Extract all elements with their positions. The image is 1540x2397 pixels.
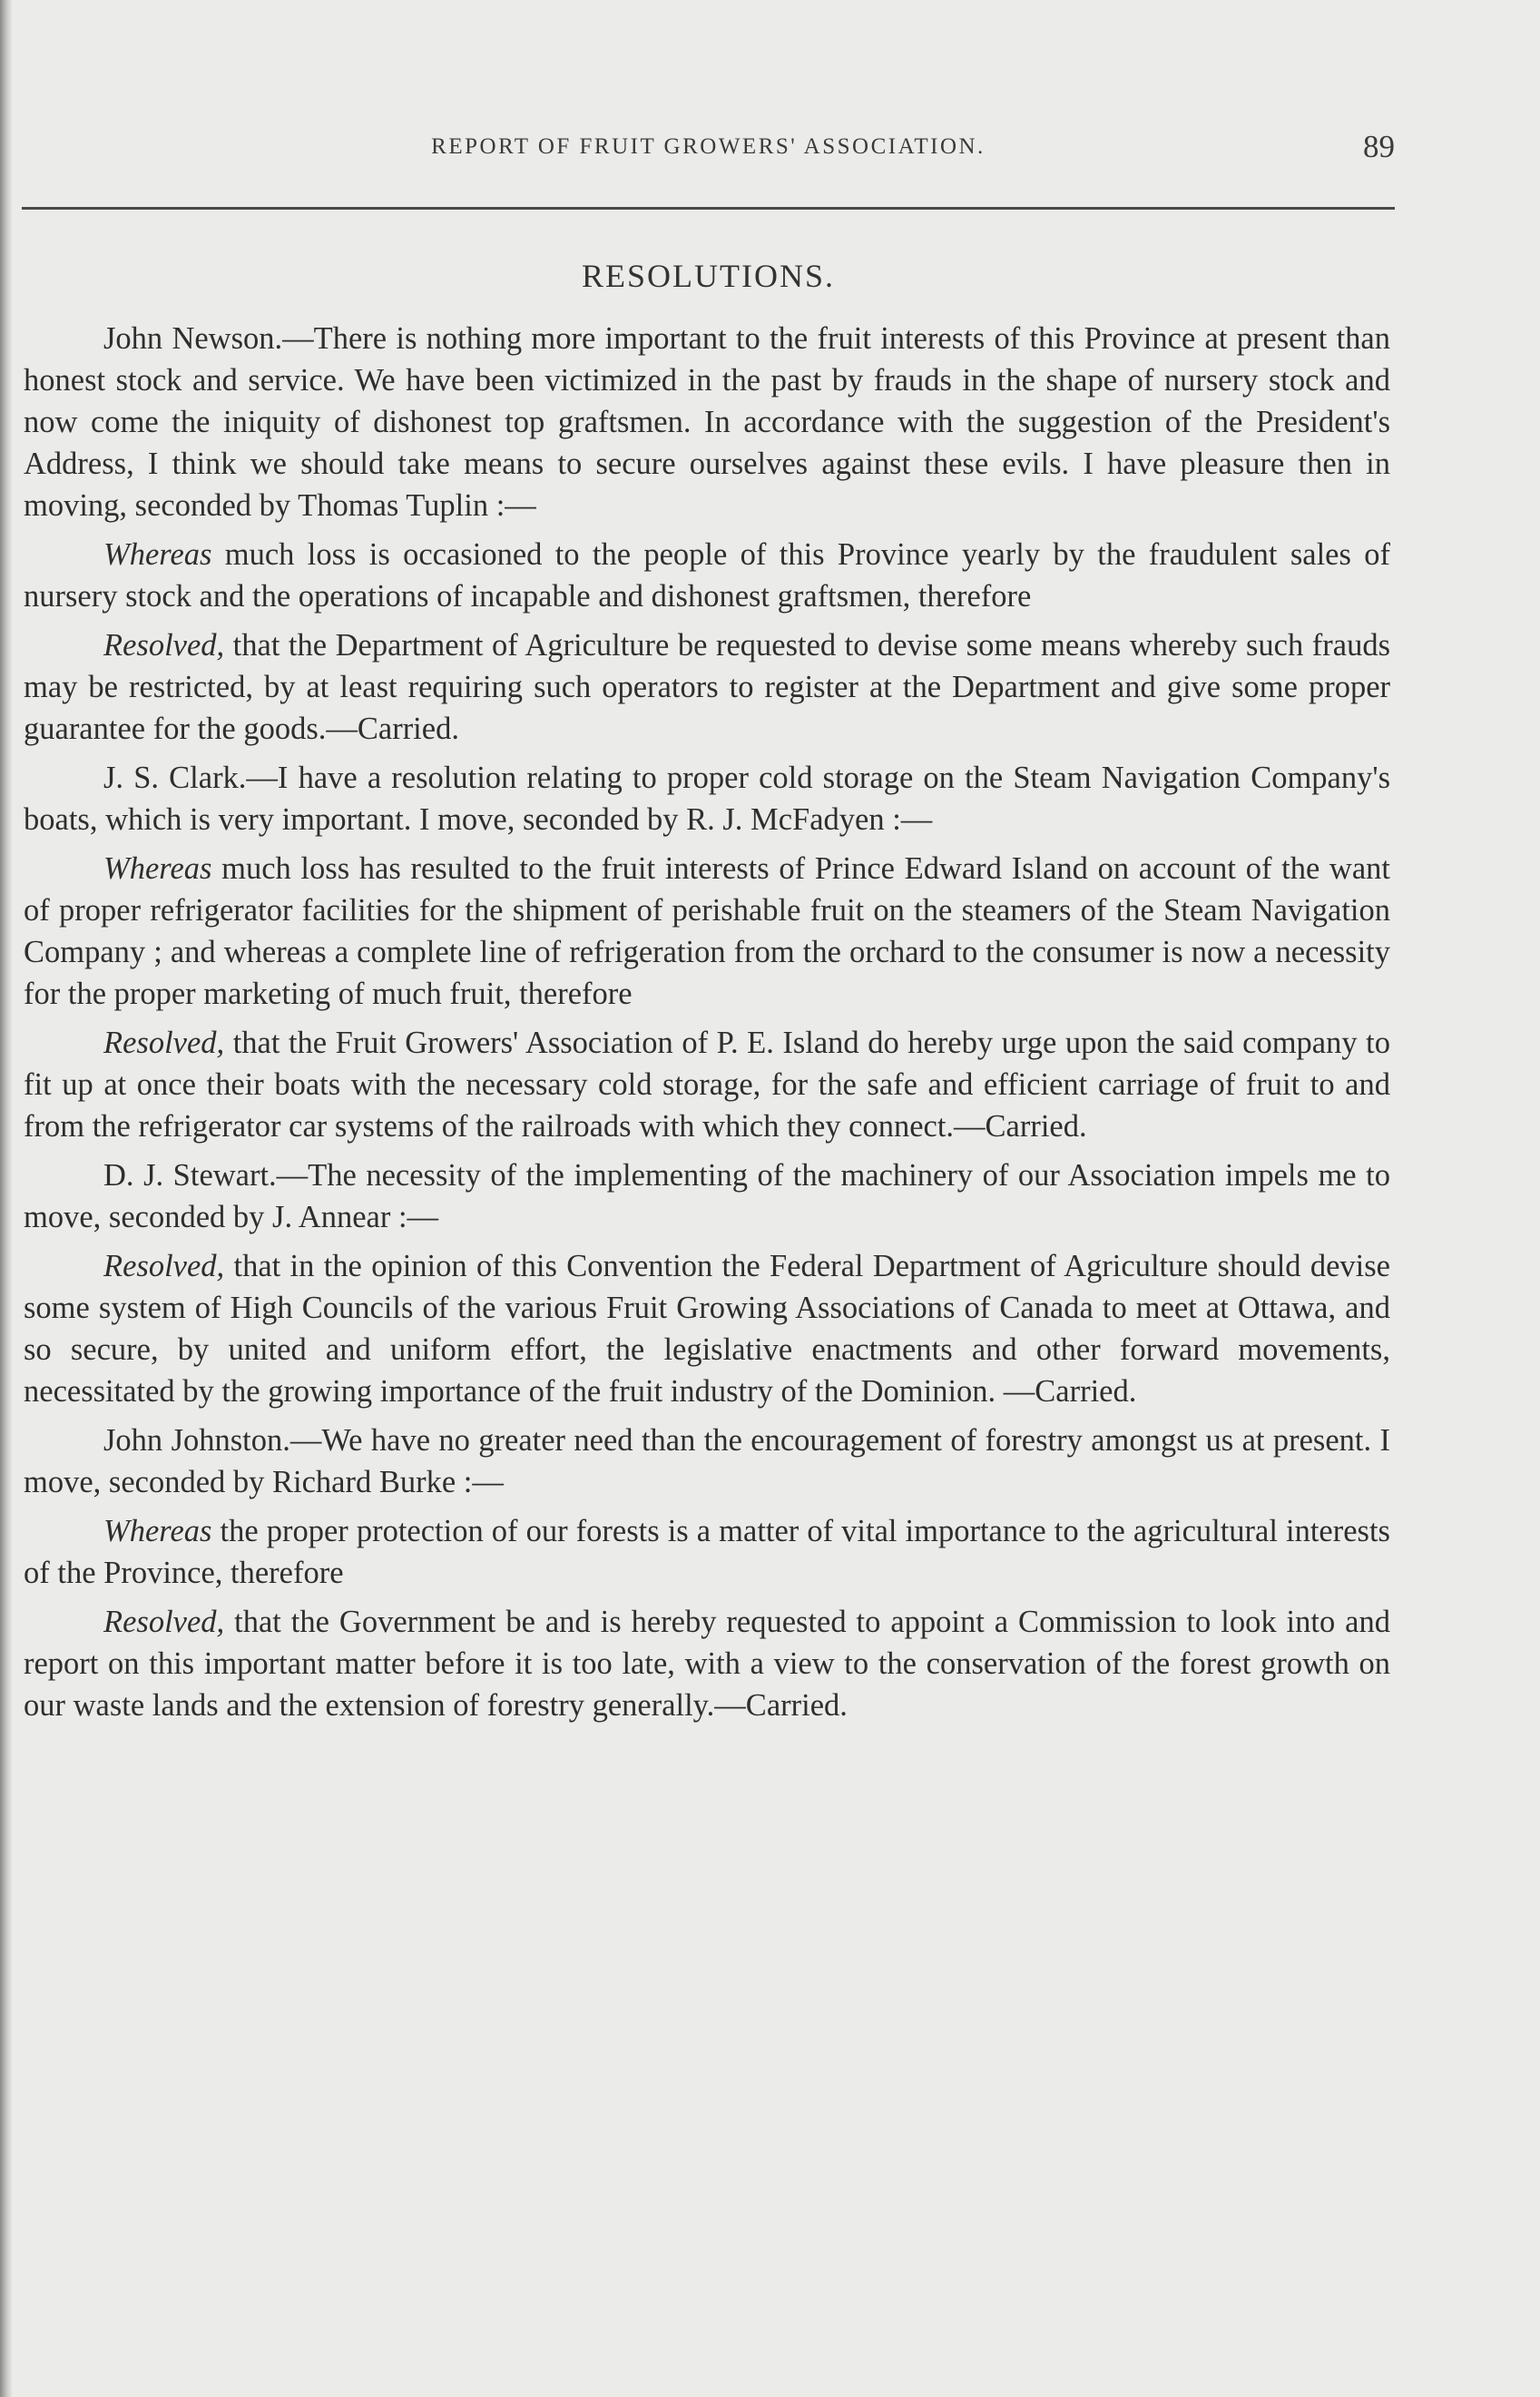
paragraph-lead: Resolved, — [103, 1249, 225, 1283]
paragraph-whereas-forests — [24, 1510, 1390, 1594]
paragraph-text: that the Department of Agriculture be requested to devise some means whereby such frauds may be restricted, by at least requiring such operators to register at the Department and give some proper guarantee for the goods.—Carried. — [24, 628, 1390, 746]
paragraph-text: much loss has resulted to the fruit interests of Prince Edward Island on account of the want of proper refrigerator facilities for the shipment of perishable fruit on the steamers of the Steam Navigation Company ; and whereas a complete line of refrigeration from the orchard to the consumer is now a necessity for the proper marketing of much fruit, therefore — [24, 851, 1390, 1011]
paragraph-lead: Resolved, — [103, 628, 225, 663]
paragraph-lead: Whereas — [103, 537, 212, 572]
paragraph-whereas-refrigeration — [24, 848, 1390, 1015]
paragraph-whereas-nursery — [24, 534, 1390, 617]
paragraph-text: D. J. Stewart.—The necessity of the implementing of the machinery of our Association impels me to move, seconded by J. Annear :— — [24, 1158, 1390, 1234]
paragraph-text: J. S. Clark.—I have a resolution relating to proper cold storage on the Steam Navigation Company's boats, which is very important. I move, seconded by R. J. McFadyen :— — [24, 761, 1390, 837]
paragraph-lead: Resolved, — [103, 1605, 225, 1639]
paragraph-text: that the Government be and is hereby requested to appoint a Commission to look into and report on this important matter before it is too late, with a view to the conservation of the forest growth on our waste lands and the extension of forestry generally.—Carried. — [24, 1605, 1390, 1723]
section-title: RESOLUTIONS. — [581, 258, 835, 294]
paragraph-text: much loss is occasioned to the people of this Province yearly by the fraudulent sales of nursery stock and the operations of incapable and dishonest graftsmen, therefore — [24, 537, 1390, 614]
header-rule — [22, 207, 1395, 210]
paragraph-stewart — [24, 1154, 1390, 1238]
paragraph-lead: Whereas — [103, 1514, 212, 1548]
page-number: 89 — [1363, 129, 1395, 164]
running-header — [22, 129, 1395, 171]
paragraph-text: John Newson.—There is nothing more important to the fruit interests of this Province at present than honest stock and service. We have been victimized in the past by frauds in the shape of nursery stock and now come the iniquity of dishonest top graftsmen. In accordance with the suggestion of the President's Address, I think we should take means to secure ourselves against these evils. I have pleasure then in moving, seconded by Thomas Tuplin :— — [24, 321, 1390, 523]
paragraph-clark — [24, 757, 1390, 840]
paragraph-text: John Johnston.—We have no greater need than the encouragement of forestry amongst us at present. I move, seconded by Richard Burke :— — [24, 1423, 1390, 1499]
paragraph-johnston — [24, 1420, 1390, 1503]
paragraph-lead: Whereas — [103, 851, 212, 886]
paragraph-resolved-nursery — [24, 624, 1390, 750]
paragraph-lead: Resolved, — [103, 1026, 225, 1060]
paragraph-resolved-cold-storage — [24, 1022, 1390, 1147]
paragraph-newson — [24, 318, 1390, 526]
paragraph-text: that in the opinion of this Convention the Federal Department of Agriculture should devise some system of High Councils of the various Fruit Growing Associations of Canada to meet at Ottawa, and so secure, by united and uniform effort, the legislative enactments and other forward movements, necessitated by the growing importance of the fruit industry of the Dominion. —Carried. — [24, 1249, 1390, 1409]
paragraph-resolved-forestry — [24, 1601, 1390, 1726]
body-text — [24, 318, 1390, 1734]
running-title: REPORT OF FRUIT GROWERS' ASSOCIATION. — [431, 134, 986, 159]
paragraph-text: that the Fruit Growers' Association of P. E. Island do hereby urge upon the said company to fit up at once their boats with the necessary cold storage, for the safe and efficient carriage of fruit to and from the refrigerator car systems of the railroads with which they connect.—Carried. — [24, 1026, 1390, 1144]
paragraph-text: the proper protection of our forests is a matter of vital importance to the agricultural interests of the Province, therefore — [24, 1514, 1390, 1590]
paragraph-resolved-high-councils — [24, 1245, 1390, 1412]
